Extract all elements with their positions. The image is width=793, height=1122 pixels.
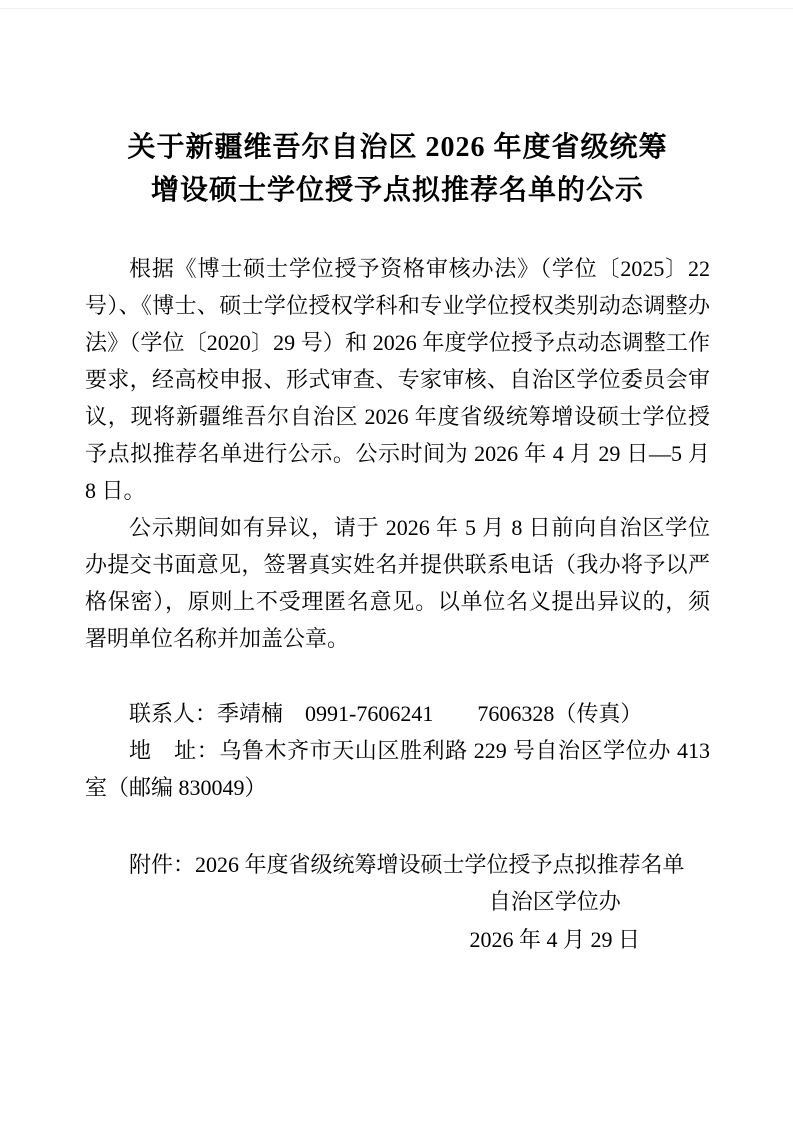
page-title-line-2: 增设硕士学位授予点拟推荐名单的公示 [150, 175, 644, 206]
signature-signer: 自治区学位办 [488, 889, 621, 914]
contact-person-line: 联系人：季靖楠 0991-7606241 7606328（传真） [129, 701, 643, 726]
page-title-line-1: 关于新疆维吾尔自治区 2026 年度省级统筹 [127, 132, 668, 163]
paragraph-objection: 公示期间如有异议，请于 2026 年 5 月 8 日前向自治区学位办提交书面意见，签署真实姓名并提供联系电话（我办将予以严格保密），原则上不受理匿名意见。以单位名义提出异议的，须署明单位名称并加盖公章。 [85, 515, 710, 651]
page-top-hairline [0, 8, 793, 9]
signature-date: 2026 年 4 月 29 日 [469, 927, 640, 952]
contact-address-line: 地 址：乌鲁木齐市天山区胜利路 229 号自治区学位办 413 室（邮编 830049） [85, 738, 710, 800]
contact-block [85, 695, 710, 806]
signature-block [469, 883, 640, 959]
notice-body [85, 250, 710, 657]
paragraph-basis: 根据《博士硕士学位授予资格审核办法》（学位〔2025〕22 号）、《博士、硕士学位授权学科和专业学位授权类别动态调整办法》（学位〔2020〕29 号）和 2026 年度学位授予点动态调整工作要求，经高校申报、形式审查、专家审核、自治区学位委员会审议，现将新疆维吾尔自治区 2026 年度省级统筹增设硕士学位授予点拟推荐名单进行公示。公示时间为 2026 年 4 月 29 日—5 月 8 日。 [85, 256, 710, 503]
page-title [85, 126, 710, 212]
attachment-line: 附件：2026 年度省级统筹增设硕士学位授予点拟推荐名单 [129, 852, 685, 877]
